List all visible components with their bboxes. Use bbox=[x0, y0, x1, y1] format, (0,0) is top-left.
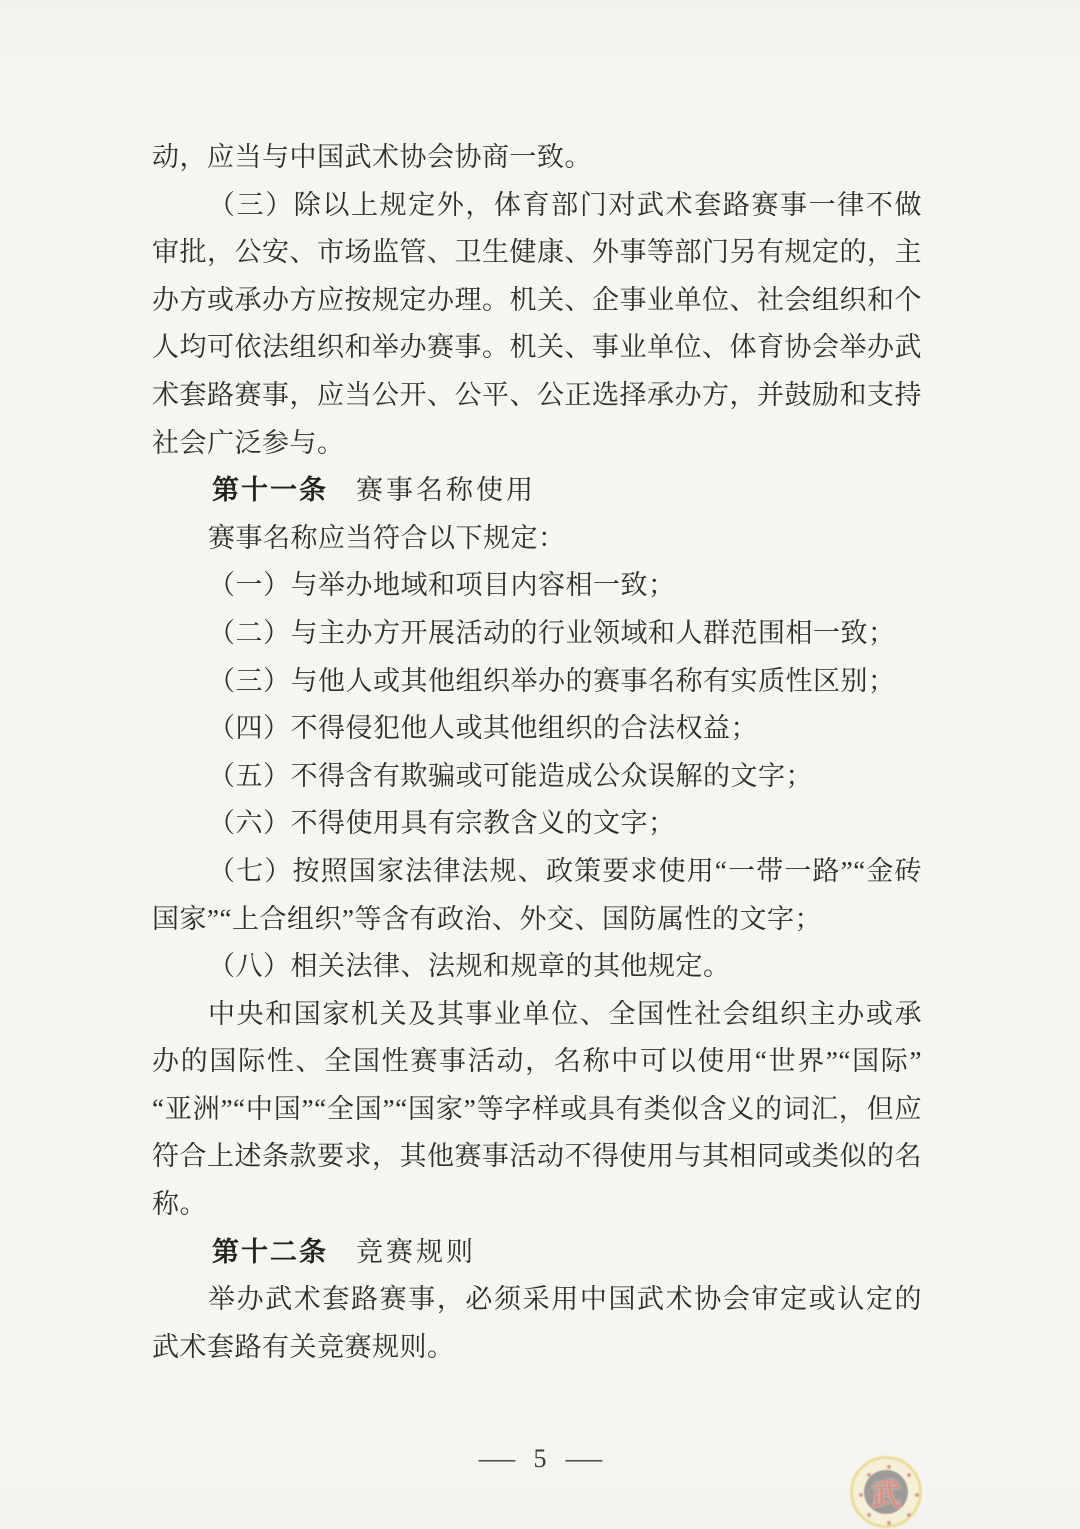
paragraph: 中央和国家机关及其事业单位、全国性社会组织主办或承办的国际性、全国性赛事活动，名称中可以使用“世界”“国际”“亚洲”“中国”“全国”“国家”等字样或具有类似含义的词汇，但应符合上述条款要求，其他赛事活动不得使用与其相同或类似的名称。 bbox=[152, 998, 922, 1220]
article-title: 竞赛规则 bbox=[356, 1236, 476, 1267]
list-item: （一）与举办地域和项目内容相一致； bbox=[208, 570, 676, 601]
article-heading bbox=[152, 467, 922, 515]
paragraph: 赛事名称应当符合以下规定： bbox=[208, 522, 566, 553]
list-item: （五）不得含有欺骗或可能造成公众误解的文字； bbox=[208, 760, 813, 791]
page-number bbox=[0, 1444, 1080, 1474]
list-item: （七）按照国家法律法规、政策要求使用“一带一路”“金砖国家”“上合组织”等含有政治、外交、国防属性的文字； bbox=[152, 855, 922, 934]
page-number-value: 5 bbox=[533, 1444, 547, 1473]
list-item: （八）相关法律、法规和规章的其他规定。 bbox=[208, 951, 731, 982]
paragraph: 举办武术套路赛事，必须采用中国武术协会审定或认定的武术套路有关竞赛规则。 bbox=[152, 1284, 922, 1362]
seal-character: 武 bbox=[871, 1479, 901, 1512]
article-heading bbox=[152, 1229, 922, 1277]
article-title: 赛事名称使用 bbox=[356, 475, 536, 506]
document-body bbox=[152, 134, 922, 1371]
wushu-seal-icon bbox=[850, 1456, 922, 1528]
list-item: （二）与主办方开展活动的行业领域和人群范围相一致； bbox=[208, 617, 896, 648]
seal-inner-circle bbox=[864, 1470, 908, 1514]
paragraph-continuation: 动，应当与中国武术协会协商一致。 bbox=[152, 142, 592, 172]
article-number: 第十二条 bbox=[212, 1236, 328, 1267]
list-item: （三）与他人或其他组织举办的赛事名称有实质性区别； bbox=[208, 665, 896, 696]
list-item: （四）不得侵犯他人或其他组织的合法权益； bbox=[208, 713, 758, 744]
article-number: 第十一条 bbox=[212, 475, 328, 506]
page-number-dash-left: — bbox=[478, 1444, 515, 1473]
page-number-dash-right: — bbox=[565, 1444, 602, 1473]
list-item: （六）不得使用具有宗教含义的文字； bbox=[208, 808, 676, 839]
paragraph: （三）除以上规定外，体育部门对武术套路赛事一律不做审批，公安、市场监管、卫生健康、外事等部门另有规定的，主办方或承办方应按规定办理。机关、企事业单位、社会组织和个人均可依法组织和举办赛事。机关、事业单位、体育协会举办武术套路赛事，应当公开、公平、公正选择承办方，并鼓励和支持社会广泛参与。 bbox=[152, 189, 922, 458]
